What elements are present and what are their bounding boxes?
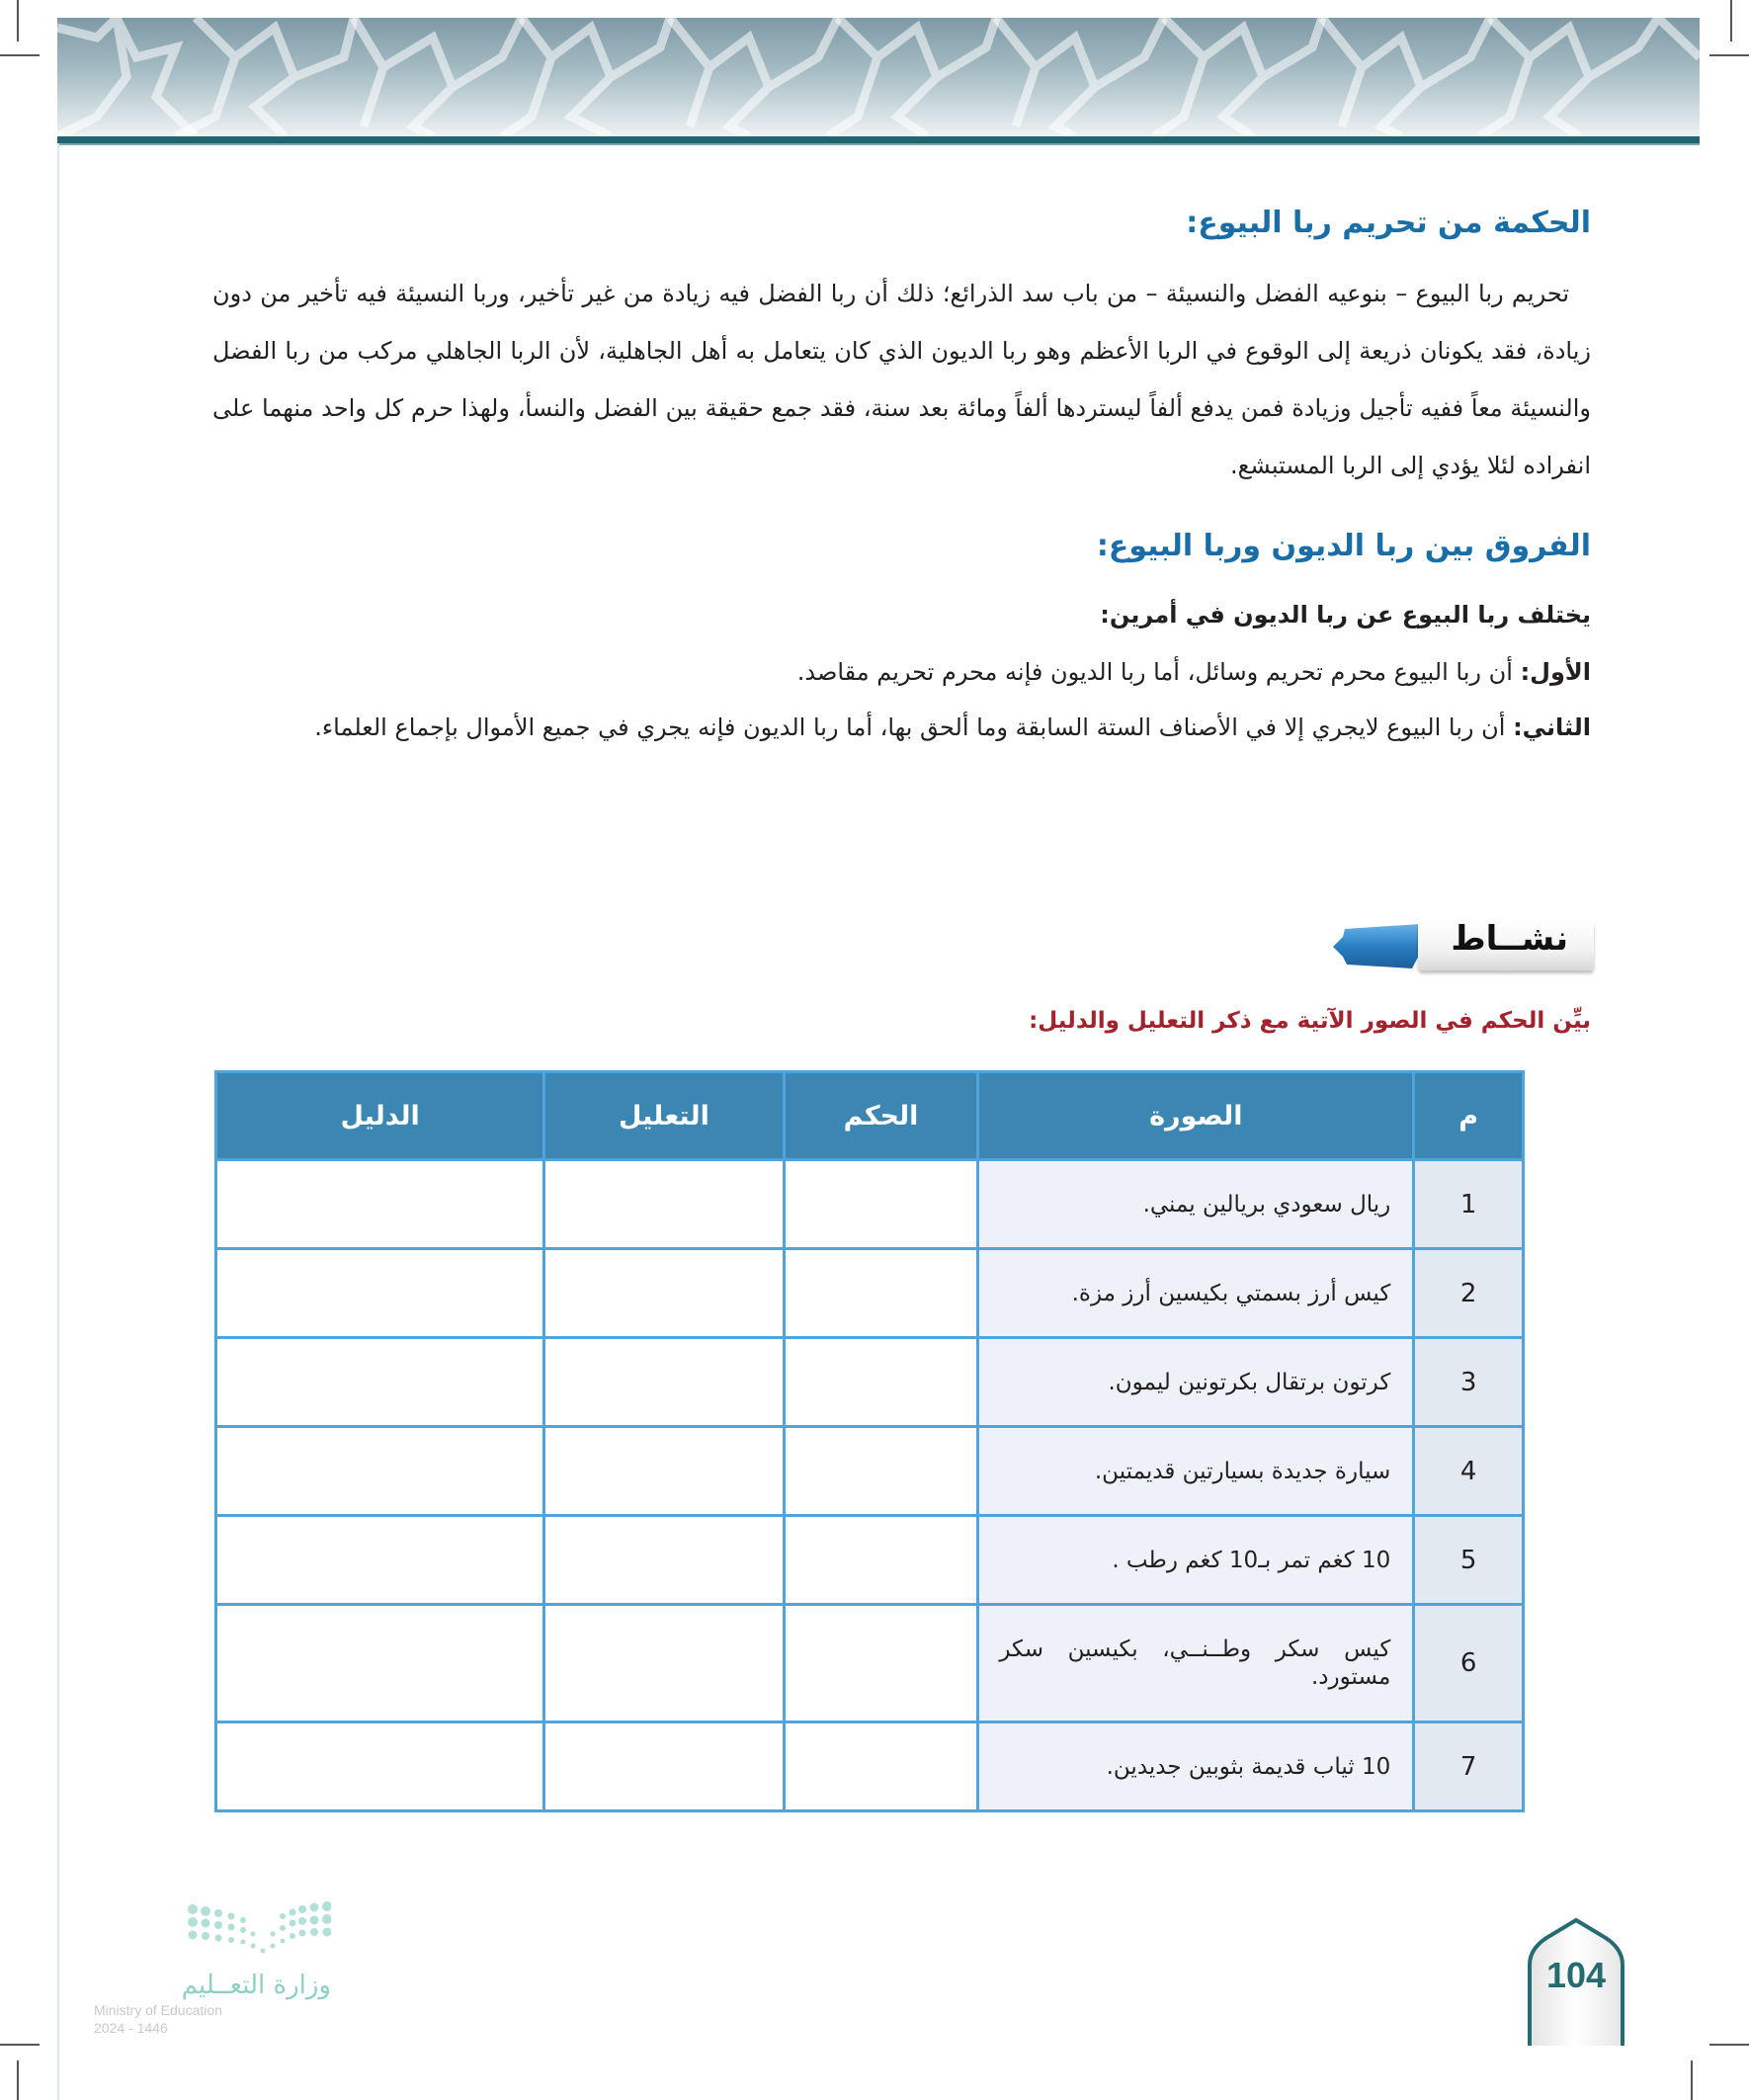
activity-badge-label: نشــاط: [1451, 919, 1568, 959]
edition-year: 2024 - 1446: [94, 2020, 168, 2036]
row-number: 4: [1414, 1427, 1524, 1516]
column-header-reason: التعليل: [544, 1072, 785, 1160]
ministry-of-education-logo: [94, 1899, 331, 2036]
table-row: [216, 1516, 1524, 1605]
list-item: [212, 700, 1591, 755]
evidence-cell[interactable]: [216, 1160, 544, 1249]
section-heading: الفروق بين ربا الديون وربا البيوع:: [1096, 529, 1591, 563]
column-header-case: الصورة: [978, 1072, 1414, 1160]
paragraph-text: تحريم ربا البيوع – بنوعيه الفضل والنسيئة – من باب سد الذرائع؛ ذلك أن ربا الفضل فيه زيادة من غير تأخير، وربا النسيئة فيه تأخير من دون زيادة، فقد يكونان ذريعة إلى الوقوع في الربا الأعظم وهو ربا الديون الذي كان يتعامل به أهل الجاهلية، لأن الربا الجاهلي مركب من ربا الفضل والنسيئة معاً ففيه تأجيل وزيادة فمن يدفع ألفاً ليستردها ألفاً ومائة بعد سنة، فقد جمع حقيقة بين الفضل والنسأ، ولهذا حرم كل واحد منهما على انفراده لئلا يؤدي إلى الربا المستبشع.: [212, 280, 1591, 479]
table-header-row: [216, 1072, 1524, 1160]
list-item: [212, 644, 1591, 700]
crop-mark: [0, 2044, 40, 2046]
crop-mark: [17, 2060, 19, 2100]
reason-cell[interactable]: [544, 1516, 785, 1605]
reason-cell[interactable]: [544, 1249, 785, 1338]
reason-cell[interactable]: [544, 1160, 785, 1249]
column-header-evidence: الدليل: [216, 1072, 544, 1160]
dotted-wave-logo-icon: [94, 1899, 331, 1969]
ruling-cell[interactable]: [784, 1722, 978, 1811]
crop-mark: [1691, 2060, 1693, 2100]
reason-cell[interactable]: [544, 1338, 785, 1427]
case-cell: سيارة جديدة بسيارتين قديمتين.: [978, 1427, 1414, 1516]
case-cell: 10 كغم تمر بـ10 كغم رطب .: [978, 1516, 1414, 1605]
row-number: 5: [1414, 1516, 1524, 1605]
crop-mark: [1709, 54, 1749, 56]
activity-instruction: بيِّن الحكم في الصور الآتية مع ذكر التعليل والدليل:: [1029, 1008, 1591, 1034]
table-row: [216, 1249, 1524, 1338]
crop-mark: [0, 54, 40, 56]
item-label: الأول:: [1520, 658, 1591, 686]
evidence-cell[interactable]: [216, 1249, 544, 1338]
column-header-number: م: [1414, 1072, 1524, 1160]
case-cell: كرتون برتقال بكرتونين ليمون.: [978, 1338, 1414, 1427]
evidence-cell[interactable]: [216, 1338, 544, 1427]
item-text: أن ربا البيوع لايجري إلا في الأصناف الستة السابقة وما ألحق بها، أما ربا الديون فإنه يجري في جميع الأموال بإجماع العلماء.: [314, 714, 1506, 741]
page-margin-rule: [57, 143, 59, 2100]
crop-mark: [1709, 2044, 1749, 2046]
section-wisdom-body: [212, 265, 1591, 494]
page-number-badge: [1522, 1917, 1630, 2046]
paragraph: [212, 265, 1591, 494]
row-number: 3: [1414, 1338, 1524, 1427]
activity-badge: [1329, 917, 1594, 974]
case-cell: كيس سكر وطــنــي، بكيسين سكر مستورد.: [978, 1605, 1414, 1722]
evidence-cell[interactable]: [216, 1427, 544, 1516]
reason-cell[interactable]: [544, 1722, 785, 1811]
table-row: [216, 1722, 1524, 1811]
ministry-name-english: Ministry of Education: [94, 2002, 222, 2018]
case-cell: ريال سعودي بريالين يمني.: [978, 1160, 1414, 1249]
reason-cell[interactable]: [544, 1427, 785, 1516]
evidence-cell[interactable]: [216, 1516, 544, 1605]
ministry-name-arabic: وزارة التعــليم: [181, 1971, 331, 2000]
section-differences: [212, 529, 1591, 563]
header-ornament-band: [57, 18, 1700, 136]
reason-cell[interactable]: [544, 1605, 785, 1722]
ruling-cell[interactable]: [784, 1605, 978, 1722]
item-text: أن ربا البيوع محرم تحريم وسائل، أما ربا الديون فإنه محرم تحريم مقاصد.: [796, 658, 1513, 686]
ruling-cell[interactable]: [784, 1427, 978, 1516]
header-divider-line: [57, 136, 1700, 145]
ruling-cell[interactable]: [784, 1160, 978, 1249]
table-row: [216, 1605, 1524, 1722]
row-number: 1: [1414, 1160, 1524, 1249]
activity-table: [214, 1070, 1525, 1812]
islamic-pattern-icon: [57, 18, 1700, 136]
crop-mark: [17, 0, 19, 42]
differences-list: [212, 644, 1591, 755]
section-heading: الحكمة من تحريم ربا البيوع:: [1186, 206, 1591, 240]
ruling-cell[interactable]: [784, 1249, 978, 1338]
table-row: [216, 1338, 1524, 1427]
case-cell: 10 ثياب قديمة بثوبين جديدين.: [978, 1722, 1414, 1811]
item-label: الثاني:: [1513, 714, 1591, 741]
differences-subheading-wrap: [212, 601, 1591, 629]
row-number: 6: [1414, 1605, 1524, 1722]
evidence-cell[interactable]: [216, 1605, 544, 1722]
table-row: [216, 1427, 1524, 1516]
table-row: [216, 1160, 1524, 1249]
column-header-ruling: الحكم: [784, 1072, 978, 1160]
case-cell: كيس أرز بسمتي بكيسين أرز مزة.: [978, 1249, 1414, 1338]
ruling-cell[interactable]: [784, 1338, 978, 1427]
page-number: 104: [1545, 1955, 1607, 1995]
ruling-cell[interactable]: [784, 1516, 978, 1605]
section-wisdom: [212, 206, 1591, 240]
row-number: 2: [1414, 1249, 1524, 1338]
subheading: يختلف ربا البيوع عن ربا الديون في أمرين:: [1100, 601, 1591, 629]
evidence-cell[interactable]: [216, 1722, 544, 1811]
crop-mark: [1730, 0, 1732, 42]
row-number: 7: [1414, 1722, 1524, 1811]
